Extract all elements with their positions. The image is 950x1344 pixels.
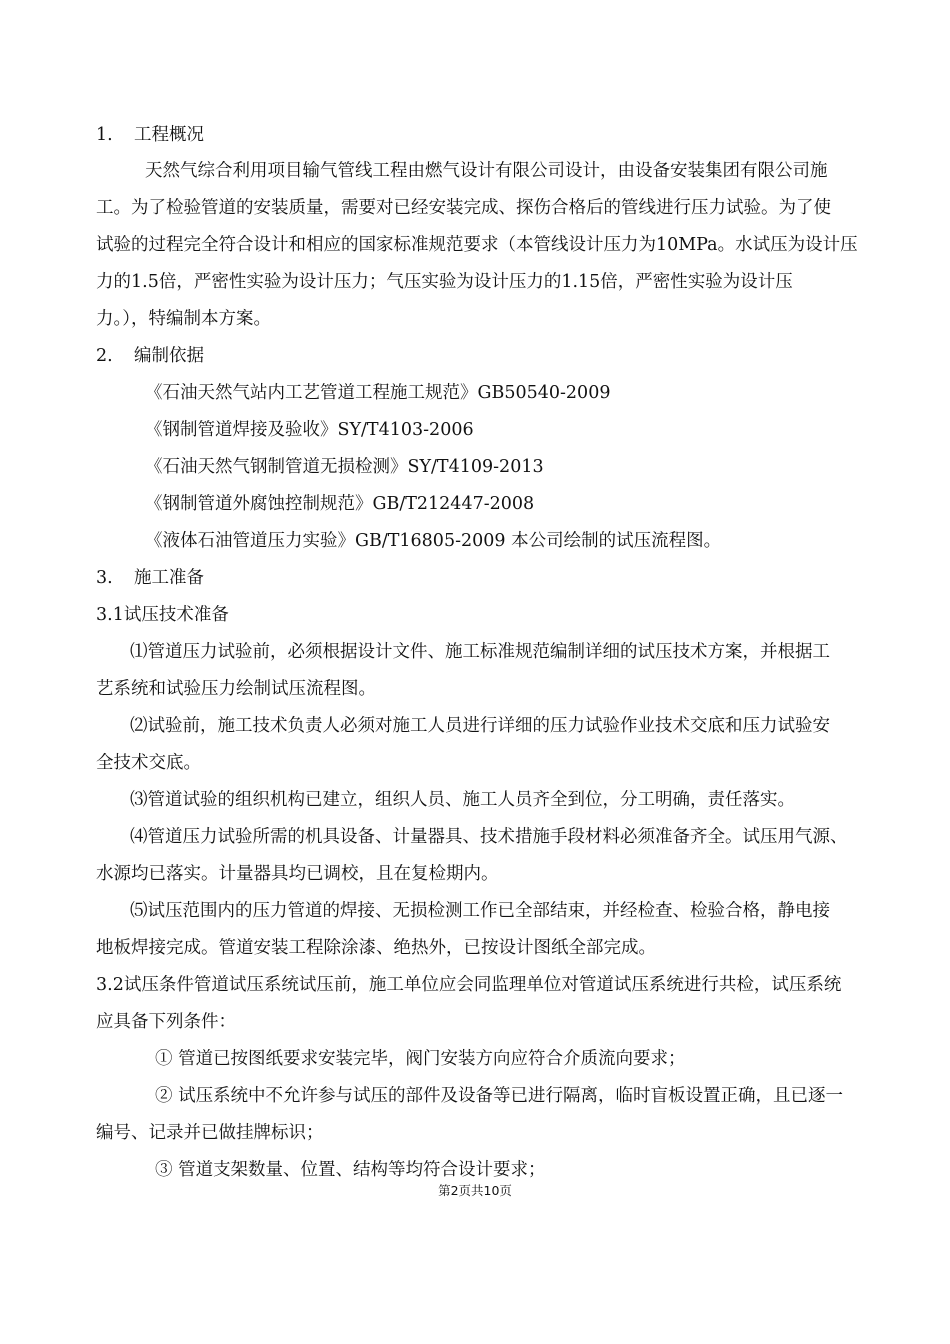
- paragraph-line: 力。），特编制本方案。: [96, 309, 271, 329]
- list-item-continuation: 艺系统和试验压力绘制试压流程图。: [96, 679, 376, 699]
- subsection-paragraph: 3.2试压条件管道试压系统试压前，施工单位应会同监理单位对管道试压系统进行共检，试压系统: [96, 975, 842, 995]
- section-3-heading: [96, 560, 916, 597]
- section-title: 工程概况: [134, 125, 204, 145]
- section-number: 3.: [96, 568, 113, 588]
- list-item: ⑸试压范围内的压力管道的焊接、无损检测工作已全部结束，并经检查、检验合格，静电接: [130, 901, 830, 921]
- condition-item: ③ 管道支架数量、位置、结构等均符合设计要求；: [155, 1160, 546, 1180]
- reference-item: 《液体石油管道压力实验》GB/T16805-2009 本公司绘制的试压流程图。: [145, 531, 722, 551]
- list-item: ⑵试验前，施工技术负责人必须对施工人员进行详细的压力试验作业技术交底和压力试验安: [130, 716, 830, 736]
- subsection-title: 3.1试压技术准备: [96, 605, 229, 625]
- list-item-continuation: 水源均已落实。计量器具均已调校，且在复检期内。: [96, 864, 499, 884]
- reference-item: 《钢制管道外腐蚀控制规范》GB/T212447-2008: [145, 494, 535, 514]
- paragraph-line: 工。为了检验管道的安装质量，需要对已经安装完成、探伤合格后的管线进行压力试验。为了使: [96, 198, 831, 218]
- section-title: 编制依据: [134, 346, 204, 366]
- condition-item: ① 管道已按图纸要求安装完毕，阀门安装方向应符合介质流向要求；: [155, 1049, 686, 1069]
- section-2-heading: [96, 338, 916, 375]
- reference-item: 《石油天然气钢制管道无损检测》SY/T4109-2013: [145, 457, 544, 477]
- section-1-heading: [96, 117, 916, 154]
- paragraph-line: 力的1.5倍，严密性实验为设计压力；气压实验为设计压力的1.15倍，严密性实验为设计压: [96, 272, 793, 292]
- section-number: 1.: [96, 125, 113, 145]
- list-item: ⑴管道压力试验前，必须根据设计文件、施工标准规范编制详细的试压技术方案，并根据工: [130, 642, 830, 662]
- section-title: 施工准备: [134, 568, 204, 588]
- paragraph-line: 试验的过程完全符合设计和相应的国家标准规范要求（本管线设计压力为10MPa。水试压为设计压: [96, 235, 858, 255]
- paragraph-line: 天然气综合利用项目输气管线工程由燃气设计有限公司设计，由设备安装集团有限公司施: [145, 161, 828, 181]
- section-number: 2.: [96, 346, 113, 366]
- list-item-continuation: 地板焊接完成。管道安装工程除涂漆、绝热外，已按设计图纸全部完成。: [96, 938, 656, 958]
- page-footer: 第2页共10页: [438, 1183, 512, 1198]
- reference-item: 《钢制管道焊接及验收》SY/T4103-2006: [145, 420, 474, 440]
- list-item-continuation: 全技术交底。: [96, 753, 201, 773]
- reference-item: 《石油天然气站内工艺管道工程施工规范》GB50540-2009: [145, 383, 611, 403]
- condition-item-continuation: 编号、记录并已做挂牌标识；: [96, 1123, 324, 1143]
- subsection-paragraph: 应具备下列条件：: [96, 1012, 236, 1032]
- condition-item: ② 试压系统中不允许参与试压的部件及设备等已进行隔离，临时盲板设置正确，且已逐一: [155, 1086, 844, 1106]
- list-item: ⑷管道压力试验所需的机具设备、计量器具、技术措施手段材料必须准备齐全。试压用气源、: [130, 827, 848, 847]
- list-item: ⑶管道试验的组织机构已建立，组织人员、施工人员齐全到位，分工明确，责任落实。: [130, 790, 795, 810]
